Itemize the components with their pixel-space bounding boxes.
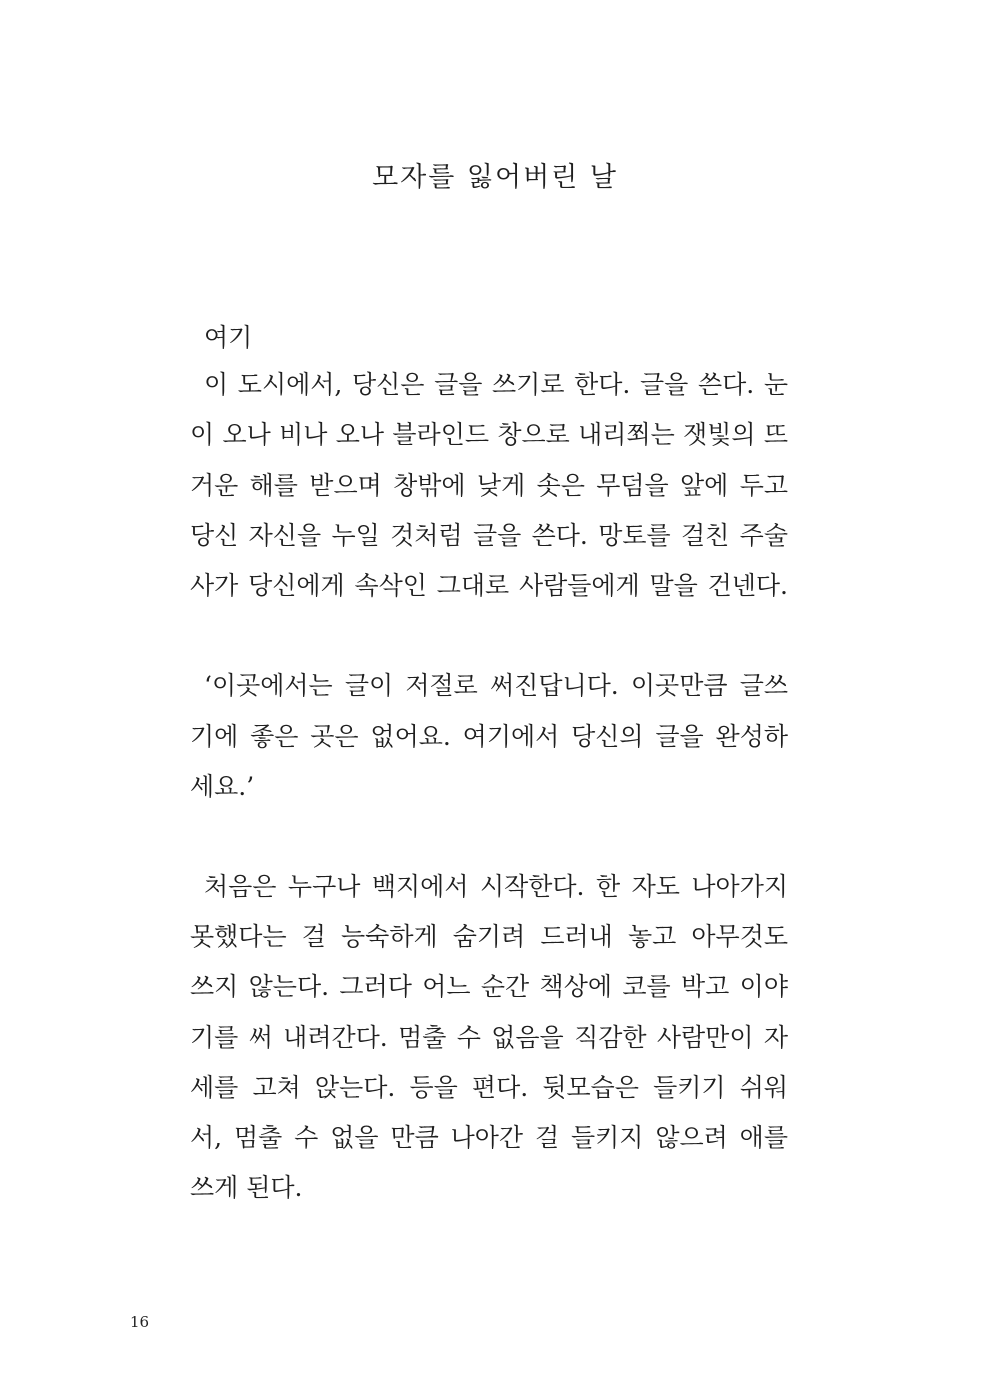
paragraph-1-line-1: 이 도시에서, 당신은 글을 쓰기로 한다. 글을 쓴다. 눈 [204,370,788,399]
paragraph-1-line-2: 이 오나 비나 오나 블라인드 창으로 내리쬐는 잿빛의 뜨 [190,420,788,449]
paragraph-3-line-3: 쓰지 않는다. 그러다 어느 순간 책상에 코를 박고 이야 [190,972,788,1001]
paragraph-2-line-1: ‘이곳에서는 글이 저절로 써진답니다. 이곳만큼 글쓰 [204,671,788,700]
paragraph-1-line-5: 사가 당신에게 속삭인 그대로 사람들에게 말을 건넨다. [190,571,788,600]
paragraph-3-line-1: 처음은 누구나 백지에서 시작한다. 한 자도 나아가지 [204,872,788,901]
paragraph-1-line-4: 당신 자신을 누일 것처럼 글을 쓴다. 망토를 걸친 주술 [190,521,788,550]
chapter-title: 모자를 잃어버린 날 [372,162,618,193]
paragraph-2-line-3: 세요.’ [190,772,255,801]
paragraph-3-line-5: 세를 고쳐 앉는다. 등을 편다. 뒷모습은 들키기 쉬워 [190,1073,788,1102]
paragraph-2-line-2: 기에 좋은 곳은 없어요. 여기에서 당신의 글을 완성하 [190,722,788,751]
paragraph-3-line-6: 서, 멈출 수 없을 만큼 나아간 걸 들키지 않으려 애를 [190,1123,788,1152]
paragraph-3-line-4: 기를 써 내려간다. 멈출 수 없음을 직감한 사람만이 자 [190,1023,788,1052]
paragraph-1-line-3: 거운 해를 받으며 창밖에 낮게 솟은 무덤을 앞에 두고 [190,471,788,500]
page-number: 16 [130,1313,150,1331]
paragraph-3-line-7: 쓰게 된다. [190,1173,303,1202]
paragraph-3-line-2: 못했다는 걸 능숙하게 숨기려 드러내 놓고 아무것도 [190,922,788,951]
section-heading: 여기 [204,323,253,352]
